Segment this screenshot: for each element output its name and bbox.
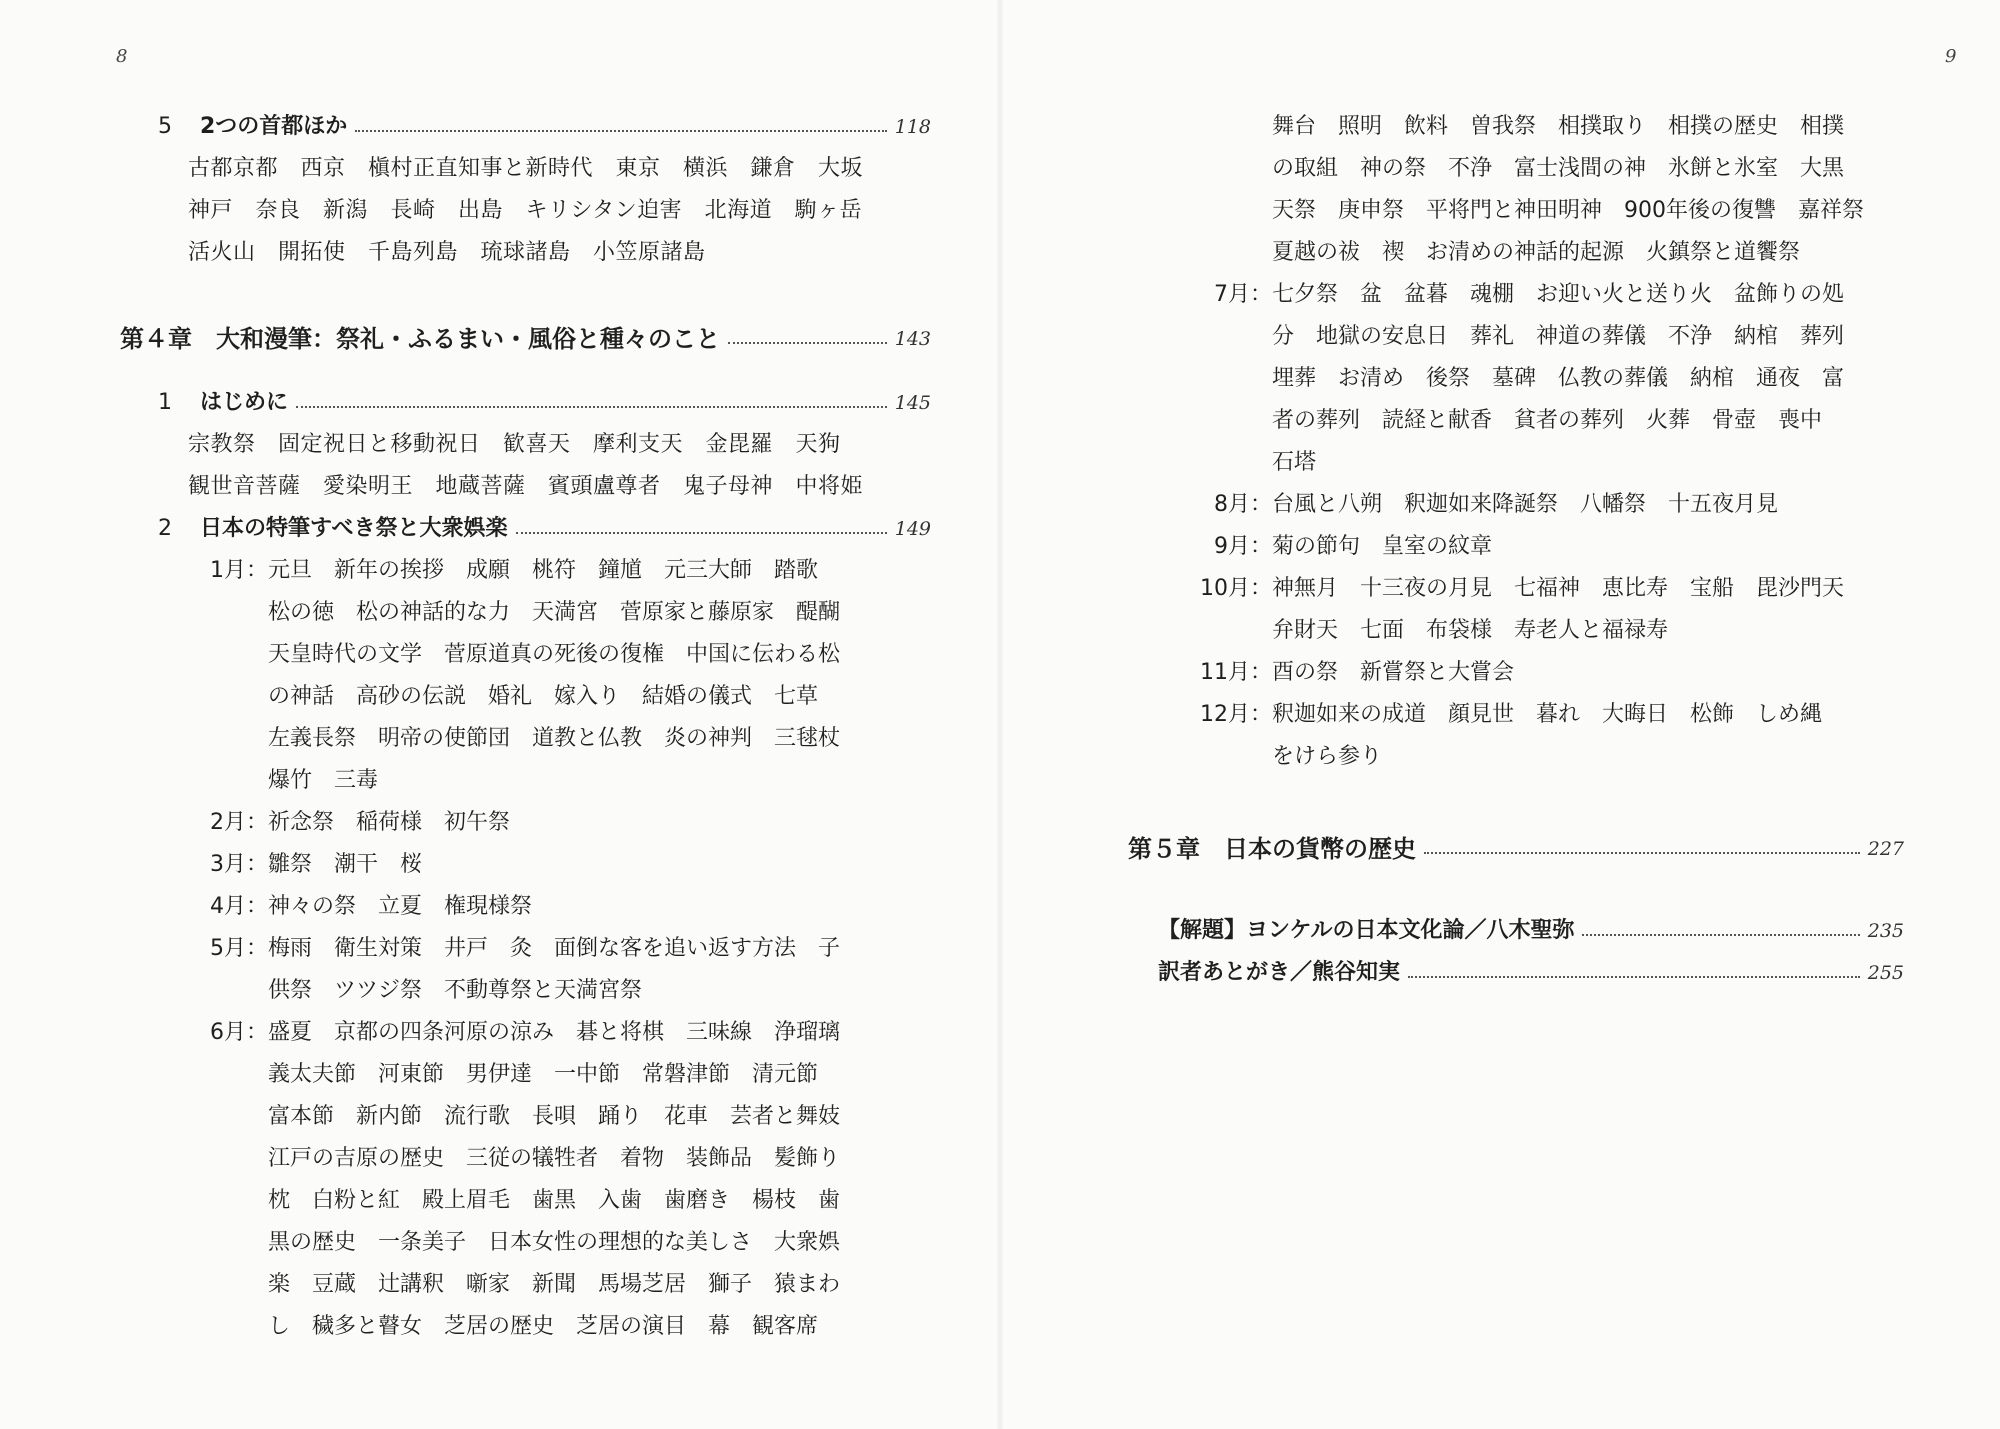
topic-line: 楽 豆蔵 辻講釈 噺家 新聞 馬場芝居 獅子 猿まわ (268, 1272, 841, 1297)
dot-leader (355, 130, 886, 132)
topic-line: 祈念祭 稲荷様 初午祭 (268, 810, 511, 835)
topic-line: 神無月 十三夜の月見 七福神 恵比寿 宝船 毘沙門天 (1272, 576, 1845, 601)
topic-line: 左義長祭 明帝の使節団 道教と仏教 炎の神判 三毬杖 (268, 726, 841, 751)
topic-line: の神話 高砂の伝説 婚礼 嫁入り 結婚の儀式 七草 (268, 684, 819, 709)
topic-line: 菊の節句 皇室の紋章 (1272, 534, 1493, 559)
dot-leader (1424, 852, 1860, 854)
topic-line: 釈迦如来の成道 顔見世 暮れ 大晦日 松飾 しめ縄 (1272, 702, 1823, 727)
topic-line: 盛夏 京都の四条河原の涼み 碁と将棋 三味線 浄瑠璃 (268, 1020, 841, 1045)
month-label: 2月： (210, 810, 268, 835)
topic-line: し 穢多と瞽女 芝居の歴史 芝居の演目 幕 観客席 (268, 1314, 819, 1339)
page-ref: 227 (1867, 838, 1904, 860)
dot-leader (1582, 934, 1859, 936)
topic-line: 石塔 (1272, 450, 1317, 475)
month-label: 4月： (210, 894, 268, 919)
chapter-title: 第４章 大和漫筆：祭礼・ふるまい・風俗と種々のこと (120, 325, 720, 353)
topic-line: 舞台 照明 飲料 曽我祭 相撲取り 相撲の歴史 相撲 (1272, 114, 1845, 139)
topic-line: 梅雨 衛生対策 井戸 灸 面倒な客を追い返す方法 子 (268, 936, 841, 961)
month-label: 5月： (210, 936, 268, 961)
page-ref: 145 (894, 392, 931, 414)
chapter-title: 第５章 日本の貨幣の歴史 (1128, 835, 1416, 863)
toc-section-5[interactable] (158, 106, 931, 148)
topic-line: 台風と八朔 釈迦如来降誕祭 八幡祭 十五夜月見 (1272, 492, 1779, 517)
section-title: 日本の特筆すべき祭と大衆娯楽 (200, 516, 508, 541)
dot-leader (728, 342, 887, 344)
dot-leader (516, 532, 887, 534)
section-number: 1 (158, 390, 172, 415)
topic-line: 者の葬列 読経と献香 貧者の葬列 火葬 骨壺 喪中 (1272, 408, 1823, 433)
topic-line: 元旦 新年の挨拶 成願 桃符 鐘馗 元三大師 踏歌 (268, 558, 819, 583)
topic-line: をけら参り (1272, 744, 1383, 769)
page-ref: 235 (1867, 920, 1904, 942)
topic-line: 爆竹 三毒 (268, 768, 379, 793)
topic-line: 神々の祭 立夏 権現様祭 (268, 894, 533, 919)
topic-line: 江戸の吉原の歴史 三従の犠牲者 着物 装飾品 髪飾り (268, 1146, 841, 1171)
month-label: 9月： (1214, 534, 1272, 559)
page-number-left: 8 (116, 46, 128, 67)
month-label: 1月： (210, 558, 268, 583)
topic-line: 富本節 新内節 流行歌 長唄 踊り 花車 芸者と舞妓 (268, 1104, 841, 1129)
page-number-right: 9 (1945, 46, 1957, 67)
page-ref: 143 (894, 328, 931, 350)
topic-line: 夏越の祓 禊 お清めの神話的起源 火鎮祭と道饗祭 (1272, 240, 1801, 265)
page-ref: 118 (894, 116, 931, 138)
topic-line: 天皇時代の文学 菅原道真の死後の復権 中国に伝わる松 (268, 642, 841, 667)
topic-line: 埋葬 お清め 後祭 墓碑 仏教の葬儀 納棺 通夜 富 (1272, 366, 1845, 391)
toc-section-2[interactable] (158, 508, 931, 550)
dot-leader (1408, 976, 1860, 978)
topic-line: 酉の祭 新嘗祭と大嘗会 (1272, 660, 1515, 685)
topic-line: 宗教祭 固定祝日と移動祝日 歓喜天 摩利支天 金毘羅 天狗 (188, 432, 841, 457)
toc-section-1[interactable] (158, 382, 931, 424)
topic-line: 神戸 奈良 新潟 長崎 出島 キリシタン迫害 北海道 駒ヶ岳 (188, 198, 863, 223)
page-ref: 255 (1867, 962, 1904, 984)
topic-line: 松の徳 松の神話的な力 天満宮 菅原家と藤原家 醍醐 (268, 600, 841, 625)
topic-line: 観世音菩薩 愛染明王 地蔵菩薩 賓頭盧尊者 鬼子母神 中将姫 (188, 474, 864, 499)
page-ref: 149 (894, 518, 931, 540)
topic-line: 供祭 ツツジ祭 不動尊祭と天満宮祭 (268, 978, 643, 1003)
month-label: 3月： (210, 852, 268, 877)
afterword-title: 訳者あとがき／熊谷知実 (1158, 960, 1401, 985)
section-title: はじめに (200, 390, 289, 415)
topic-line: 枕 白粉と紅 殿上眉毛 歯黒 入歯 歯磨き 楊枝 歯 (268, 1188, 841, 1213)
month-label: 8月： (1214, 492, 1272, 517)
section-number: 5 (158, 114, 172, 139)
toc-chapter-4[interactable] (120, 318, 931, 360)
topic-line: 古都京都 西京 槇村正直知事と新時代 東京 横浜 鎌倉 大坂 (188, 156, 864, 181)
toc-afterword[interactable] (1158, 952, 1904, 994)
topic-line: 天祭 庚申祭 平将門と神田明神 900年後の復讐 嘉祥祭 (1272, 198, 1864, 223)
commentary-title: 【解題】ヨンケルの日本文化論／八木聖弥 (1158, 918, 1575, 943)
toc-commentary[interactable] (1158, 910, 1904, 952)
month-label: 10月： (1200, 576, 1272, 601)
topic-line: 弁財天 七面 布袋様 寿老人と福禄寿 (1272, 618, 1669, 643)
topic-line: 黒の歴史 一条美子 日本女性の理想的な美しさ 大衆娯 (268, 1230, 841, 1255)
topic-line: の取組 神の祭 不浄 富士浅間の神 氷餅と氷室 大黒 (1272, 156, 1845, 181)
topic-line: 分 地獄の安息日 葬礼 神道の葬儀 不浄 納棺 葬列 (1272, 324, 1845, 349)
section-title: 2つの首都ほか (200, 114, 348, 139)
topic-line: 七夕祭 盆 盆暮 魂棚 お迎い火と送り火 盆飾りの処 (1272, 282, 1845, 307)
month-label: 7月： (1214, 282, 1272, 307)
month-label: 12月： (1200, 702, 1272, 727)
book-gutter (996, 0, 1004, 1429)
month-label: 11月： (1200, 660, 1272, 685)
topic-line: 雛祭 潮干 桜 (268, 852, 423, 877)
section-number: 2 (158, 516, 172, 541)
month-label: 6月： (210, 1020, 268, 1045)
topic-line: 義太夫節 河東節 男伊達 一中節 常磐津節 清元節 (268, 1062, 819, 1087)
dot-leader (296, 406, 887, 408)
toc-chapter-5[interactable] (1128, 828, 1904, 870)
topic-line: 活火山 開拓使 千島列島 琉球諸島 小笠原諸島 (188, 240, 706, 265)
